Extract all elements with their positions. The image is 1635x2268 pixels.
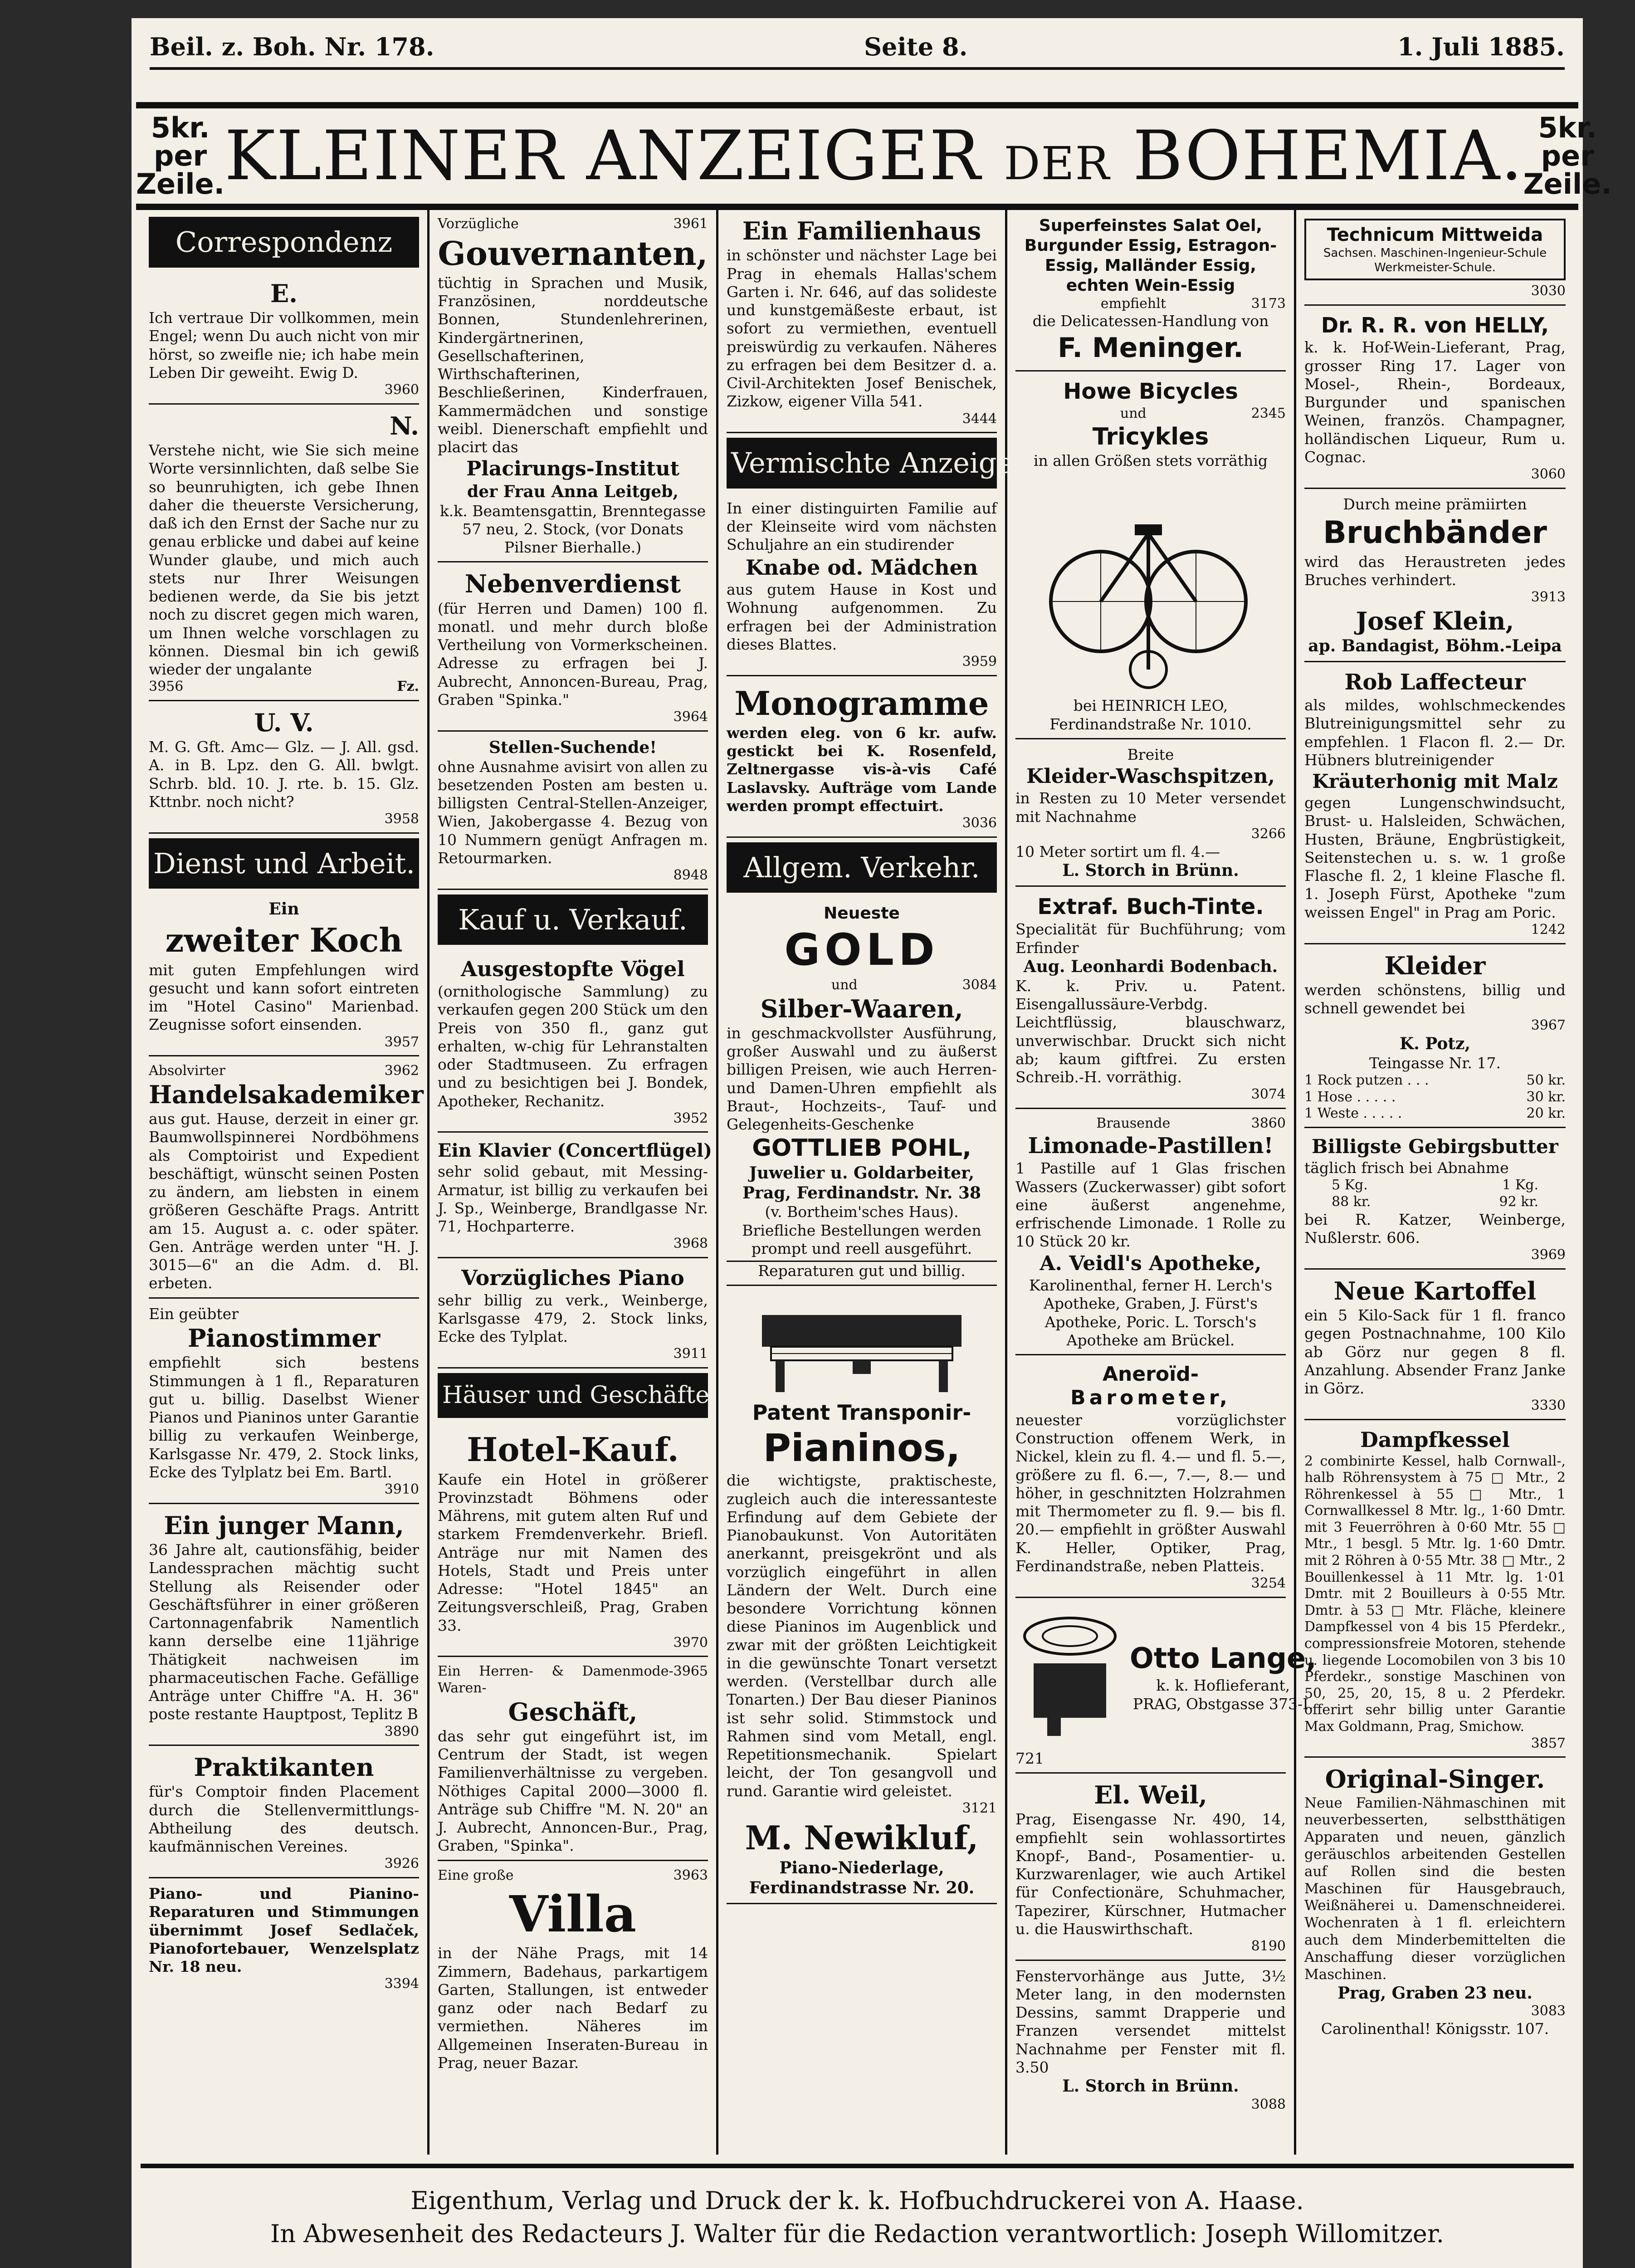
ad-text-2: 10 Meter sortirt um fl. 4.— (1015, 842, 1220, 860)
ad-number: 3913 (1531, 589, 1566, 606)
ad-text: Piano- und Pianino-Reparaturen und Stimmungen übernimmt Josef Sedlaček, Pianofortebauer, Wenzelsplatz Nr. 18 neu. (149, 1885, 419, 1976)
imprint-line-2: In Abwesenheit des Redacteurs J. Walter für die Redaction verantwortlich: Joseph Willomitzer. (270, 2219, 1444, 2248)
newspaper-page (132, 18, 1612, 2268)
ad-text: 1 Pastille auf 1 Glas frischen Wassers (Zuckerwasser) gibt sofort eine äußerst angenehme, erfrischende Limonade. 1 Rolle zu 10 Stück 20 kr. (1015, 1159, 1286, 1251)
ad-text: Sachsen. Maschinen-Ingenieur-Schule Werkmeister-Schule. (1323, 246, 1547, 274)
ad-footer: Carolinenthal! Königsstr. 107. (1321, 2020, 1549, 2038)
column-2 (429, 209, 718, 2155)
ad-number: 721 (1015, 1749, 1044, 1767)
ad-text-2: K. k. Priv. u. Patent. Eisengallussäure-Verbdg. Leichtflüssig, blauschwarz, unverwischbar. Druckt sich nicht ab; kaum giftfrei. Zu ersten Schreib.-H. vorräthig. (1015, 977, 1286, 1086)
ad-singer (1304, 1760, 1566, 2043)
ad-text: neuester vorzüglichster Construction offenem Werk, in Nickel, klein zu fl. 4.— und fl. 5.—, größere zu fl. 6.—, 7.—, 8.— und höher, in geschnitzten Holzrahmen mit Thermometer zu fl. 9.— bis fl. 20.— empfiehlt in größter Auswahl K. Heller, Optiker, Prag, Ferdinandstraße, neben Platteis. (1015, 1411, 1286, 1575)
ad-heading: Dampfkessel (1360, 1427, 1510, 1452)
ad-number: 8948 (673, 867, 708, 884)
ad-address: Karolinenthal, ferner H. Lerch's Apotheke, Graben, J. Fürst's Apotheke, Poric. L. Torsch's Apotheke am Brückel. (1029, 1276, 1273, 1349)
ad-und: und (1120, 406, 1147, 422)
price-row: 1 Rock putzen . . . 50 kr. (1304, 1072, 1566, 1089)
ad-heading: Knabe od. Mädchen (745, 555, 978, 580)
ad-number: 3958 (384, 811, 419, 827)
section-header-dienst: Dienst und Arbeit. (149, 838, 419, 889)
ad-dampfkessel (1304, 1423, 1566, 1758)
ad-prefix: Breite (1127, 745, 1174, 763)
ad-text: das sehr gut eingeführt ist, im Centrum der Stadt, ist wegen Familienverhältnisse zu vergeben. Nöthiges Capital 2000—3000 fl. Anträge sub Chiffre "M. N. 20" an J. Aubrecht, Annoncen-Bur., Prag, Graben, "Spinka". (438, 1727, 708, 1855)
ad-und: und (831, 977, 858, 993)
ad-number: 3961 (673, 216, 708, 232)
ad-number: 3083 (1531, 2003, 1566, 2019)
ad-heading-pianinos: Pianinos, (763, 1426, 961, 1471)
ad-address: k.k. Beamtensgattin, Brenntegasse 57 neu, 2. Stock, (vor Donats Pilsner Bierhalle.) (439, 502, 706, 557)
piano-illustration (744, 1297, 980, 1397)
ad-kleider (1304, 947, 1566, 1128)
ad-text: k. k. Hof-Wein-Lieferant, Prag, grosser Ring 17. Lager von Mosel-, Rhein-, Bordeaux, Burgunder und spanischen Weinen, französ. Champagner, holländischen Liqueur, Rum u. Cognac. (1304, 338, 1566, 466)
ad-text: die wichtigste, praktischeste, zugleich auch die interessanteste Erfindung auf dem Gebiete der Pianobaukunst. Von Autoritäten anerkannt, preisgekrönt und als vorzüglich eingeführt in allen Ländern der Welt. Durch eine besondere Vorrichtung können diese Pianinos im Augenblick und zwar mit der größten Leichtigkeit in die gewünschte Tonart versetzt werden. (Verstellbar durch alle Tonarten.) Der Bau dieser Pianinos ist sehr solid. Stimmstock und Rahmen sind vom Metall, engl. Repetitionsmechanik. Spielart leicht, der Ton gesangvoll und rund. Garantie wird geleistet. (727, 1471, 997, 1800)
ad-heading: zweiter Koch (165, 921, 403, 960)
ad-number: 3957 (384, 1034, 419, 1050)
ad-prefix: Eine große (438, 1867, 514, 1883)
ad-company: bei HEINRICH LEO, Ferdinandstraße Nr. 1010. (1049, 697, 1252, 733)
ad-company-sub: ap. Bandagist, Böhm.-Leipa (1308, 636, 1562, 656)
ad-number: 3970 (673, 1634, 708, 1651)
ad-limonade (1015, 1112, 1286, 1355)
ad-number: 3074 (1251, 1086, 1286, 1103)
ad-text: 36 Jahre alt, cautionsfähig, beider Landessprachen mächtig sucht Stellung als Reisender oder Geschäftsführer in einer größeren Cartonnagenfabrik Namentlich kann derselbe eine 11jährige Thätigkeit nachweisen im pharmaceutischen Fache. Gefällige Anträge unter Chiffre "A. H. 36" poste restante Hauptpost, Teplitz B (149, 1541, 419, 1723)
ad-number: 3266 (1251, 826, 1286, 842)
ad-heading: Bruchbänder (1323, 515, 1547, 551)
ad-number: 3969 (1531, 1247, 1566, 1263)
ad-columns (141, 209, 1574, 2155)
ad-text: 2 combinirte Kessel, halb Cornwall-, halb Röhrensystem à 75 □ Mtr., 2 Röhrenkessel à 55 □ Mtr., 1 Cornwallkessel 8 Mtr. lg., 1·60 Dmtr. mit 3 Feuerröhren à 0·60 Mtr. 55 □ Mtr., 1 besgl. 5 Mtr. lg. 1·60 Dmtr. mit 2 Röhren à 0·55 Mtr. 38 □ Mtr., 2 Bouillenkessel à 11 Mtr. lg. 1·01 Dmtr. mit 2 Bouilleurs à 0·55 Mtr. Dmtr. à 53 □ Mtr. Fläche, kleinere Dampfkessel von 4 bis 15 Pferdekr., compressionsfreie Motoren, stehende u. liegende Locomobilen von 3 bis 10 Pferdekr., sonstige Maschinen von 50, 25, 20, 15, 8 u. 2 Pferdekr. offerirt sehr billig unter Garantie Max Goldmann, Prag, Smichow. (1304, 1453, 1566, 1735)
ad-number: 3860 (1251, 1115, 1286, 1131)
ad-number: 3968 (673, 1236, 708, 1252)
ad-heading: U. V. (254, 708, 314, 737)
phonograph-illustration (1015, 1609, 1124, 1745)
ad-heading-gold: GOLD (784, 924, 939, 976)
column-5 (1296, 209, 1574, 2155)
ad-heading: Pianostimmer (187, 1323, 381, 1353)
ad-text: täglich frisch bei Abnahme (1304, 1159, 1509, 1177)
ad-number: 3910 (384, 1481, 419, 1498)
ad-heading: Aneroïd- (1103, 1363, 1199, 1386)
ad-tinte (1015, 890, 1286, 1109)
ad-prefix: Durch meine prämiirten (1343, 495, 1527, 513)
ad-text: ein 5 Kilo-Sack für 1 fl. franco gegen Postnachnahme, 100 Kilo ab Görz nur gegen 8 fl. Anzahlung. Absender Franz Janke in Görz. (1304, 1306, 1566, 1398)
ad-text: Prag, Eisengasse Nr. 490, 14, empfiehlt sein wohlassortirtes Knopf-, Band-, Posamentier- u. Kurzwarenlager, wie auch Artikel für Confectionäre, Schuhmacher, Tapezirer, Kürschner, Hutmacher u. die Hauswirthschaft. (1015, 1810, 1286, 1938)
ad-text: M. G. Gft. Amc— Glz. — J. All. gsd. A. in B. Lpz. den G. All. bwlgt. Schrb. bld. 10. J. rte. b. 15. Glz. Kttnbr. noch nicht? (149, 738, 419, 811)
ad-lange (1015, 1601, 1317, 1774)
ad-number: 3952 (673, 1110, 708, 1126)
ad-pianino-reparaturen (149, 1881, 419, 1997)
header-issue: Beil. z. Boh. Nr. 178. (150, 32, 434, 61)
ad-text: Kaufe ein Hotel in größerer Provinzstadt Böhmens oder Mährens, mit gutem alten Ruf und starkem Fremdenverkehr. Briefl. Anträge nur mit Namen des Hotels, Stadt und Preis unter Adresse: "Hotel 1845" an Zeitungsverschleiß, Prag, Graben 33. (438, 1470, 708, 1634)
ad-heading: Ein Familienhaus (742, 216, 981, 245)
ad-text: für's Comptoir finden Placement durch die Stellenvermittlungs-Abtheilung des deutsch. kaufmännischen Vereines. (149, 1783, 419, 1856)
ad-e (149, 275, 419, 405)
ad-heading: Patent Transponir- (752, 1400, 971, 1425)
ad-text-2: gegen Lungenschwindsucht, Brust- u. Halsleiden, Schwächen, Husten, Bräune, Engbrüstigkeit, Seitenstechen u. s. w. 1 große Flasche fl. 2, 1 kleine Flasche fl. 1. Joseph Fürst, Apotheke "zum weissen Engel" in Prag am Poric. (1304, 794, 1566, 921)
ad-gouvernanten (438, 212, 708, 562)
ad-number: 3890 (384, 1723, 419, 1740)
ad-bruchbaender (1304, 492, 1566, 662)
section-header-kauf: Kauf u. Verkauf. (438, 894, 708, 945)
ad-heading: Dr. R. R. von HELLY, (1321, 313, 1549, 337)
ad-weil (1015, 1776, 1286, 1961)
ad-heading: Ein Klavier (Concertflügel) (438, 1140, 713, 1162)
masthead-title-main: KLEINER ANZEIGER (225, 117, 981, 196)
ad-pianostimmer (149, 1301, 419, 1504)
ad-heading: Gouvernanten, (438, 234, 708, 273)
ad-text: (ornithologische Sammlung) zu verkaufen gegen 200 Stück um den Preis von 350 fl., ganz gut erhalten, w-chig für Lehranstalten oder Stadtmuseen. Zu erfragen und zu besichtigen bei J. Bondek, Apotheker, Rechanitz. (438, 982, 708, 1110)
ad-intro: In einer distinguirten Familie auf der Kleinseite wird vom nächsten Schuljahre an ein studirender (727, 499, 997, 554)
section-header-vermischte: Vermischte Anzeigen. (727, 438, 997, 489)
masthead-title-der: DER (1004, 137, 1110, 190)
ad-number: 3084 (962, 977, 997, 993)
ad-praktikanten (149, 1749, 419, 1878)
ad-label: empfiehlt (1100, 295, 1166, 312)
butter-qty-2: 1 Kg. (1502, 1177, 1538, 1193)
ad-heading: Stellen-Suchende! (488, 738, 657, 757)
ad-text: in schönster und nächster Lage bei Prag in ehemals Hallas'schem Garten i. Nr. 646, auf das solideste und kunstgemäßeste erbaut, ist sofort zu vermiethen, eventuell preiswürdig zu verkaufen. Näheres zu erfragen bei dem Besitzer d. a. Civil-Architekten Josef Benischek, Zizkow, eigener Villa 541. (727, 246, 997, 411)
ad-heading: Kleider (1384, 951, 1486, 980)
ad-villa (438, 1864, 708, 2077)
ad-number: 3959 (962, 654, 997, 670)
butter-price-1: 88 kr. (1332, 1193, 1371, 1210)
butter-price-2: 92 kr. (1499, 1193, 1538, 1210)
ad-text: in Resten zu 10 Meter versendet mit Nachnahme (1015, 789, 1286, 826)
ad-number: 3121 (962, 1800, 997, 1816)
masthead-title-end: BOHEMIA. (1132, 117, 1523, 196)
ad-heading: Handelsakademiker (149, 1080, 424, 1109)
ad-text: wird das Heraustreten jedes Bruches verhindert. (1304, 552, 1566, 589)
ad-number: 3962 (384, 1063, 419, 1079)
ad-text: in allen Größen stets vorräthig (1033, 452, 1268, 470)
ad-heading: Nebenverdienst (464, 569, 681, 599)
section-header-haeuser: Häuser und Geschäfte. (438, 1373, 708, 1418)
ad-company: Josef Klein, (1356, 606, 1514, 635)
ad-prefix: Ein (268, 899, 299, 919)
ad-stellen (438, 734, 708, 890)
ad-text: Neue Familien-Nähmaschinen mit neuverbesserten, selbstthätigen Apparaten und neuen, gänzlich geräuschlos arbeitenden Gestellen auf Rollen sind die besten Maschinen für Hausgebrauch, Weißnäherei u. Damenschneiderei. Wochenraten à 1 fl. erleichtern auch dem Minderbemittelten die Anschaffung dieser vorzüglichen Maschinen. (1304, 1794, 1566, 1983)
ad-uv (149, 704, 419, 834)
ad-heading: Original-Singer. (1325, 1765, 1545, 1794)
ad-heading: N. (390, 411, 419, 440)
ad-heading: Praktikanten (194, 1753, 374, 1782)
ad-text: werden schönstens, billig und schnell gewendet bei (1304, 981, 1566, 1017)
ad-text: sehr billig zu verk., Weinberge, Karlsgasse 479, 2. Stock links, Ecke des Tylplat. (438, 1291, 708, 1346)
ad-text: werden eleg. von 6 kr. aufw. gestickt bei K. Rosenfeld, Zeltnergasse vis-à-vis Café Laslavsky. Aufträge vom Lande werden prompt effectuirt. (727, 723, 997, 815)
imprint (141, 2164, 1574, 2268)
ad-text: als mildes, wohlschmeckendes Blutreinigungsmittel sehr zu empfehlen. 1 Flacon fl. 2.— Dr. Hübners blutreinigender (1304, 696, 1566, 769)
tricycle-illustration (1042, 474, 1259, 692)
column-4 (1007, 209, 1317, 2155)
ad-text: sehr solid gebaut, mit Messing-Armatur, ist billig zu verkaufen bei J. Sp., Weinberge, Brandlgasse Nr. 71, Hochparterre. (438, 1163, 708, 1236)
ad-number: 3254 (1251, 1575, 1286, 1592)
masthead-price-right: 5kr. per Zeile. (1523, 111, 1612, 200)
ad-helly (1304, 308, 1566, 489)
ad-owner: der Frau Anna Leitgeb, (467, 482, 678, 501)
ad-number: 3444 (962, 411, 997, 427)
ad-number: 3967 (1531, 1017, 1566, 1034)
ad-barometer (1015, 1358, 1286, 1598)
header-date: 1. Juli 1885. (1397, 32, 1565, 61)
ad-text: Ich vertraue Dir vollkommen, mein Engel; wenn Du auch nicht von mir hörst, so zweifle nie; ich habe mein Leben Dir geweiht. Ewig D. (149, 309, 419, 381)
ad-heading: Neue Kartoffel (1333, 1276, 1537, 1305)
ad-heading: Billigste Gebirgsbutter (1312, 1135, 1558, 1158)
ad-company: M. Newikluf, (745, 1818, 979, 1857)
ad-number: 3330 (1531, 1398, 1566, 1414)
ad-gold (727, 900, 997, 1286)
ad-knabe (727, 496, 997, 676)
ad-voegel (438, 952, 708, 1133)
ad-number: 2345 (1251, 406, 1286, 422)
column-1 (141, 209, 429, 2155)
ad-heading: Technicum Mittweida (1327, 225, 1543, 245)
imprint-line-1: Eigenthum, Verlag und Druck der k. k. Hofbuchdruckerei von A. Haase. (410, 2186, 1304, 2215)
ad-salatoel (1015, 212, 1286, 371)
ad-heading: Ausgestopfte Vögel (461, 957, 685, 982)
page-header (150, 26, 1565, 70)
ad-heading: Ein junger Mann, (164, 1510, 404, 1540)
ad-prefix: Neueste (824, 904, 900, 923)
ad-repair: Reparaturen gut und billig. (727, 1261, 997, 1280)
ad-heading: Geschäft, (508, 1697, 638, 1726)
ad-number: 3926 (384, 1856, 419, 1872)
ad-butter (1304, 1131, 1566, 1270)
ad-number: 8190 (1251, 1938, 1286, 1955)
ad-institute: Placirungs-Institut (466, 457, 679, 481)
ad-number: 3060 (1531, 466, 1566, 483)
ad-company: Aug. Leonhardi Bodenbach. (1023, 957, 1278, 976)
price-row: 1 Hose . . . . . 30 kr. (1304, 1089, 1566, 1105)
price-row: 1 Weste . . . . . 20 kr. (1304, 1105, 1566, 1122)
ad-number: 3956 (149, 679, 184, 695)
ad-number: 3857 (1531, 1735, 1566, 1751)
ad-number: 3911 (673, 1346, 708, 1362)
ad-heading: Rob Laffecteur (1344, 670, 1526, 695)
ad-monogramme (727, 679, 997, 838)
ad-number: 1242 (1531, 921, 1566, 938)
ad-text: (für Herren und Damen) 100 fl. monatl. und mehr durch bloße Vertheilung von Vormerkscheinen. Adresse zu erfragen bei J. Aubrecht, Annoncen-Bureau, Prag, Graben "Spinka." (438, 599, 708, 709)
ad-heading: Limonade-Pastillen! (1028, 1133, 1274, 1158)
ad-prefix: Brausende (1096, 1115, 1171, 1131)
ad-n (149, 407, 419, 701)
ad-number: 3963 (673, 1867, 708, 1883)
ad-heading: Hotel-Kauf. (467, 1430, 679, 1469)
ad-text: aus gut. Hause, derzeit in einer gr. Baumwollspinnerei Nordböhmens als Comptoirist und Expedient beschäftigt, wünscht seinen Posten zu ändern, am liebsten in einem größeren Geschäfte Prags. Antritt am 15. August a. c. oder später. Gen. Anträge werden unter "H. J. 3015—6" an die Adm. d. Bl. erbeten. (149, 1110, 419, 1292)
ad-company: bei R. Katzer, Weinberge, Nußlerstr. 606. (1304, 1210, 1566, 1246)
ad-text: in geschmackvollster Ausführung, großer Auswahl und zu äußerst billigen Preisen, wie auch Herren- und Damen-Uhren empfiehlt als Braut-, Hochzeits-, Tauf- und Gelegenheits-Geschenke (727, 1024, 997, 1134)
ad-text: ohne Ausnahme avisirt von allen zu besetzenden Posten am besten u. billigsten Central-Stellen-Anzeiger, Wien, Jakobergasse 4. Bezug von 10 Nummern genügt Anfragen m. Retourmarken. (438, 758, 708, 867)
ad-hotel (438, 1425, 708, 1657)
ad-heading-2: Barometer, (1070, 1386, 1231, 1410)
ad-heading: Extraf. Buch-Tinte. (1037, 894, 1264, 919)
section-header-verkehr: Allgem. Verkehr. (727, 842, 997, 893)
ad-number: 3965 (673, 1663, 708, 1680)
ad-number: 3036 (962, 815, 997, 831)
ad-heading: Kleider-Waschspitzen, (1026, 765, 1275, 788)
ad-familienhaus (727, 212, 997, 433)
ad-fenstervorhaenge (1015, 1964, 1286, 2118)
ad-text: k. k. Hoflieferant, PRAG, Obstgasse 373-I. (1132, 1677, 1313, 1713)
ad-signature: Fz. (397, 679, 419, 695)
masthead (136, 102, 1612, 210)
ad-company: GOTTLIEB POHL, (752, 1134, 971, 1162)
ad-heading-tricykles: Tricykles (1092, 423, 1209, 450)
ad-number: 3030 (1531, 283, 1566, 299)
ad-text: die Delicatessen-Handlung von (1032, 312, 1269, 330)
header-page-number: Seite 8. (864, 32, 968, 61)
ad-heading: Monogramme (734, 684, 989, 723)
ad-company: K. Potz, (1399, 1034, 1471, 1054)
ad-number: 3960 (384, 382, 419, 398)
ad-number: 3964 (673, 709, 708, 725)
ad-heading: Howe Bicycles (1063, 379, 1238, 405)
ad-number: 3088 (1251, 2097, 1286, 2113)
ad-company: L. Storch in Brünn. (1062, 2077, 1239, 2096)
ad-heading: Otto Lange, (1130, 1642, 1317, 1675)
ad-heading-silber: Silber-Waaren, (760, 994, 963, 1023)
ad-technicum (1304, 212, 1566, 306)
ad-text: tüchtig in Sprachen und Musik, Französinen, norddeutsche Bonnen, Stundenlehrerinen, Kindergärtnerinen, Gesellschafterinen, Wirthschafterinen, Beschließerinen, Kinderfrauen, Kammermädchen und sonstige weibl. Dienerschaft empfiehlt und placirt das (438, 274, 708, 456)
ad-address: (v. Bortheim'sches Haus). Briefliche Bestellungen werden prompt und reell ausgeführt. (742, 1203, 981, 1257)
ad-klavier (438, 1135, 713, 1258)
ad-bicycles (1015, 374, 1286, 739)
ad-address: Prag, Graben 23 neu. (1337, 1983, 1533, 2003)
ad-nebenverdienst (438, 565, 708, 731)
ad-address: Teingasse Nr. 17. (1369, 1054, 1501, 1072)
masthead-title (225, 117, 1523, 196)
ad-company-sub: Juwelier u. Goldarbeiter, Prag, Ferdinandstr. Nr. 38 (742, 1163, 981, 1202)
ad-prefix: Vorzügliche (438, 216, 519, 232)
ad-text: Fenstervorhänge aus Jutte, 3½ Meter lang, in den modernsten Dessins, sammt Drapperie und Franzen versendet mittelst Nachnahme per Fenster mit fl. 3.50 (1015, 1967, 1286, 2076)
ad-koch (149, 896, 419, 1056)
technicum-box (1304, 219, 1566, 280)
ad-company: F. Meninger. (1058, 332, 1244, 364)
ad-company: A. Veidl's Apotheke, (1040, 1251, 1262, 1275)
ad-heading-2: Kräuterhonig mit Malz (1312, 770, 1558, 792)
ad-text: aus gutem Hause in Kost und Wohnung aufgenommen. Zu erfragen bei der Administration dieses Blattes. (727, 581, 997, 653)
ad-heading: E. (270, 279, 298, 308)
ad-handel (149, 1059, 424, 1298)
ad-piano (438, 1261, 708, 1369)
ad-company-sub: Piano-Niederlage, Ferdinandstrasse Nr. 20. (749, 1858, 975, 1897)
ad-text: mit guten Empfehlungen wird gesucht und kann sofort eintreten im "Hotel Casino" Marienbad. Zeugnisse sofort einsenden. (149, 961, 419, 1034)
butter-qty-1: 5 Kg. (1332, 1177, 1368, 1193)
ad-prefix: Ein geübter (149, 1305, 239, 1323)
ad-number: 3394 (384, 1976, 419, 1992)
ad-laffecteur (1304, 665, 1566, 944)
masthead-price-left: 5kr. per Zeile. (136, 111, 225, 200)
ad-kartoffel (1304, 1272, 1566, 1420)
ad-junger-mann (149, 1507, 419, 1746)
ad-text: empfiehlt sich bestens Stimmungen à 1 fl., Reparaturen gut u. billig. Daselbst Wiener Pianos und Pianinos unter Garantie billig zu verkaufen Weinberge, Karlsgasse Nr. 479, 2. Stock links, Ecke des Tylplatz bei Em. Bartl. (149, 1354, 419, 1481)
ad-prefix: Absolvirter (149, 1063, 225, 1079)
ad-geschaeft (438, 1660, 708, 1861)
ad-text: in der Nähe Prags, mit 14 Zimmern, Badehaus, parkartigem Garten, Stallungen, ist entweder ganz oder nach Bedarf zu vermiethen. Näheres im Allgemeinen Inseraten-Bureau in Prag, neuer Bazar. (438, 1944, 708, 2072)
ad-company: L. Storch in Brünn. (1062, 860, 1239, 880)
ad-heading: Villa (509, 1885, 637, 1944)
ad-waschspitzen (1015, 742, 1286, 887)
ad-text: Verstehe nicht, wie Sie sich meine Worte versinnlichten, daß selbe Sie so beunruhigten, ich gebe Ihnen daher die theuerste Versicherung, daß ich den Ernst der Sache nur zu genau erblicke und dabei auf keine Wunder glaube, und mich auch stets nur Ihrer Weisungen bedienen werde, da Sie bis jetzt noch zu discret gegen mich waren, um Ihnen welche vorschlagen zu können. Diesmal bin ich gewiß wieder der ungalante (149, 441, 419, 678)
section-header-correspondenz: Correspondenz (149, 217, 419, 268)
ad-number: 3173 (1251, 295, 1286, 312)
ad-prefix: Ein Herren- & Damenmode-Waren- (438, 1663, 674, 1696)
ad-text: Specialität für Buchführung; vom Erfinder (1015, 920, 1286, 957)
ad-pianinos (727, 1289, 997, 1904)
ad-heading: Vorzügliches Piano (461, 1265, 684, 1290)
ad-heading: Superfeinstes Salat Oel, Burgunder Essig, Estragon-Essig, Malländer Essig, echten Wein-Essig (1024, 216, 1277, 295)
ad-heading: El. Weil, (1094, 1780, 1207, 1809)
